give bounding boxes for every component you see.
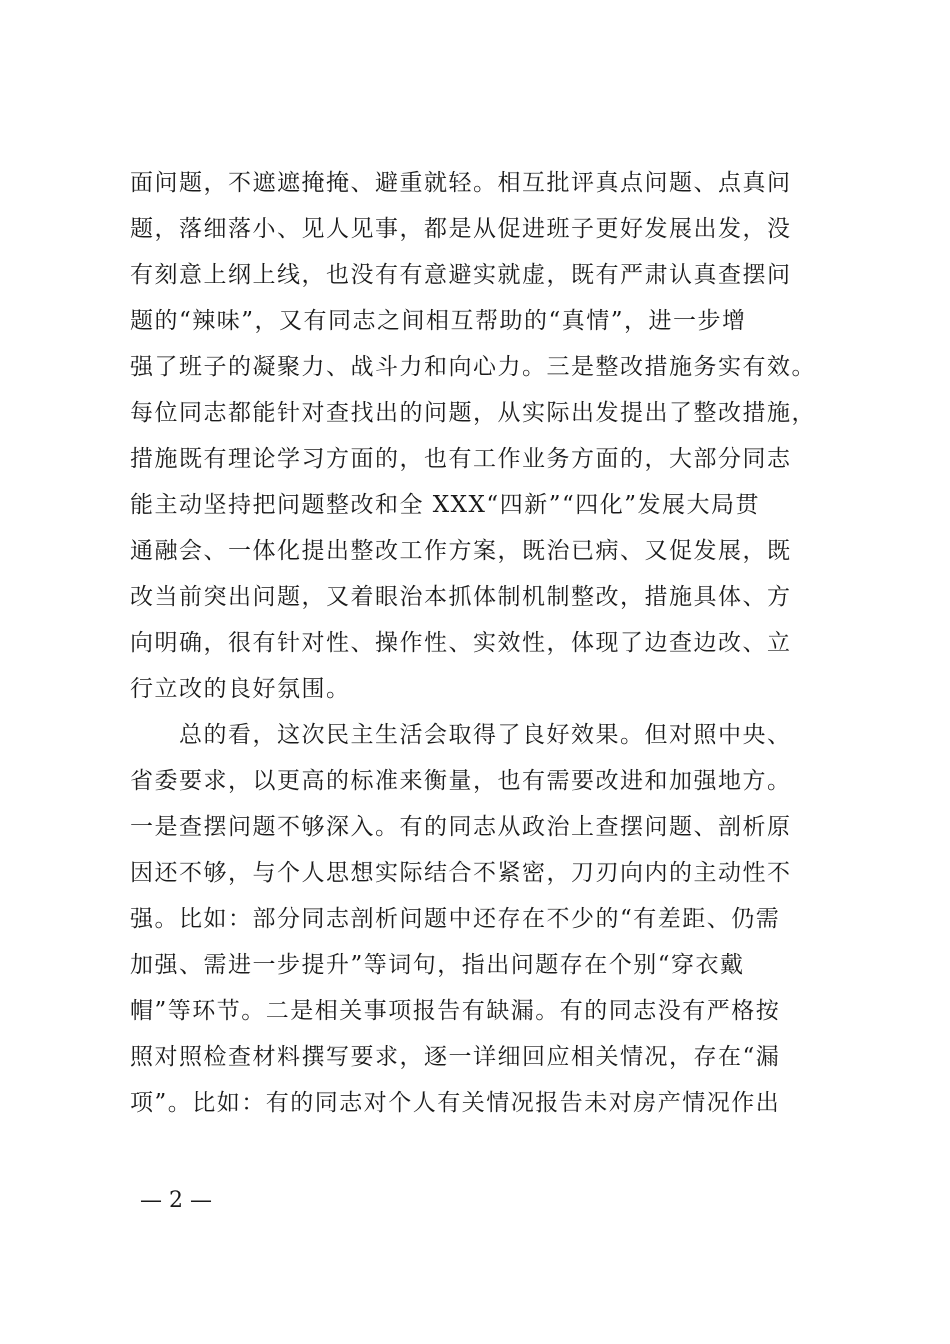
text-line: 行立改的良好氛围。 <box>130 676 351 702</box>
text-line: 有刻意上纲上线，也没有有意避实就虚，既有严肃认真查摆问 <box>130 262 792 288</box>
text-line: 照对照检查材料撰写要求，逐一详细回应相关情况，存在“漏 <box>130 1044 781 1070</box>
text-line: 措施既有理论学习方面的，也有工作业务方面的，大部分同志 <box>130 446 792 472</box>
text-line: 面问题，不遮遮掩掩、避重就轻。相互批评真点问题、点真问 <box>130 170 792 196</box>
text-line: 向明确，很有针对性、操作性、实效性，体现了边查边改、立 <box>130 630 792 656</box>
text-line: 因还不够，与个人思想实际结合不紧密，刀刃向内的主动性不 <box>130 860 792 886</box>
text-line: 改当前突出问题，又着眼治本抓体制机制整改，措施具体、方 <box>130 584 792 610</box>
text-line: 通融会、一体化提出整改工作方案，既治已病、又促发展，既 <box>130 538 792 564</box>
page-number: — 2 — <box>140 1188 212 1213</box>
body-text <box>130 160 830 1126</box>
text-line: 一是查摆问题不够深入。有的同志从政治上查摆问题、剖析原 <box>130 814 792 840</box>
text-line: 题，落细落小、见人见事，都是从促进班子更好发展出发，没 <box>130 216 792 242</box>
text-line: 每位同志都能针对查找出的问题，从实际出发提出了整改措施， <box>130 400 816 426</box>
text-line: 帽”等环节。二是相关事项报告有缺漏。有的同志没有严格按 <box>130 998 781 1024</box>
text-line: 项”。比如：有的同志对个人有关情况报告未对房产情况作出 <box>130 1090 781 1116</box>
text-line: 省委要求，以更高的标准来衡量，也有需要改进和加强地方。 <box>130 768 792 794</box>
text-line: 加强、需进一步提升”等词句，指出问题存在个别“穿衣戴 <box>130 952 745 978</box>
text-line: 强了班子的凝聚力、战斗力和向心力。三是整改措施务实有效。 <box>130 354 816 380</box>
text-line: 能主动坚持把问题整改和全 XXX“四新”“四化”发展大局贯 <box>130 492 760 518</box>
text-line: 总的看，这次民主生活会取得了良好效果。但对照中央、 <box>130 722 792 748</box>
text-line: 强。比如：部分同志剖析问题中还存在不少的“有差距、仍需 <box>130 906 781 932</box>
text-line: 题的“辣味”，又有同志之间相互帮助的“真情”，进一步增 <box>130 308 747 334</box>
